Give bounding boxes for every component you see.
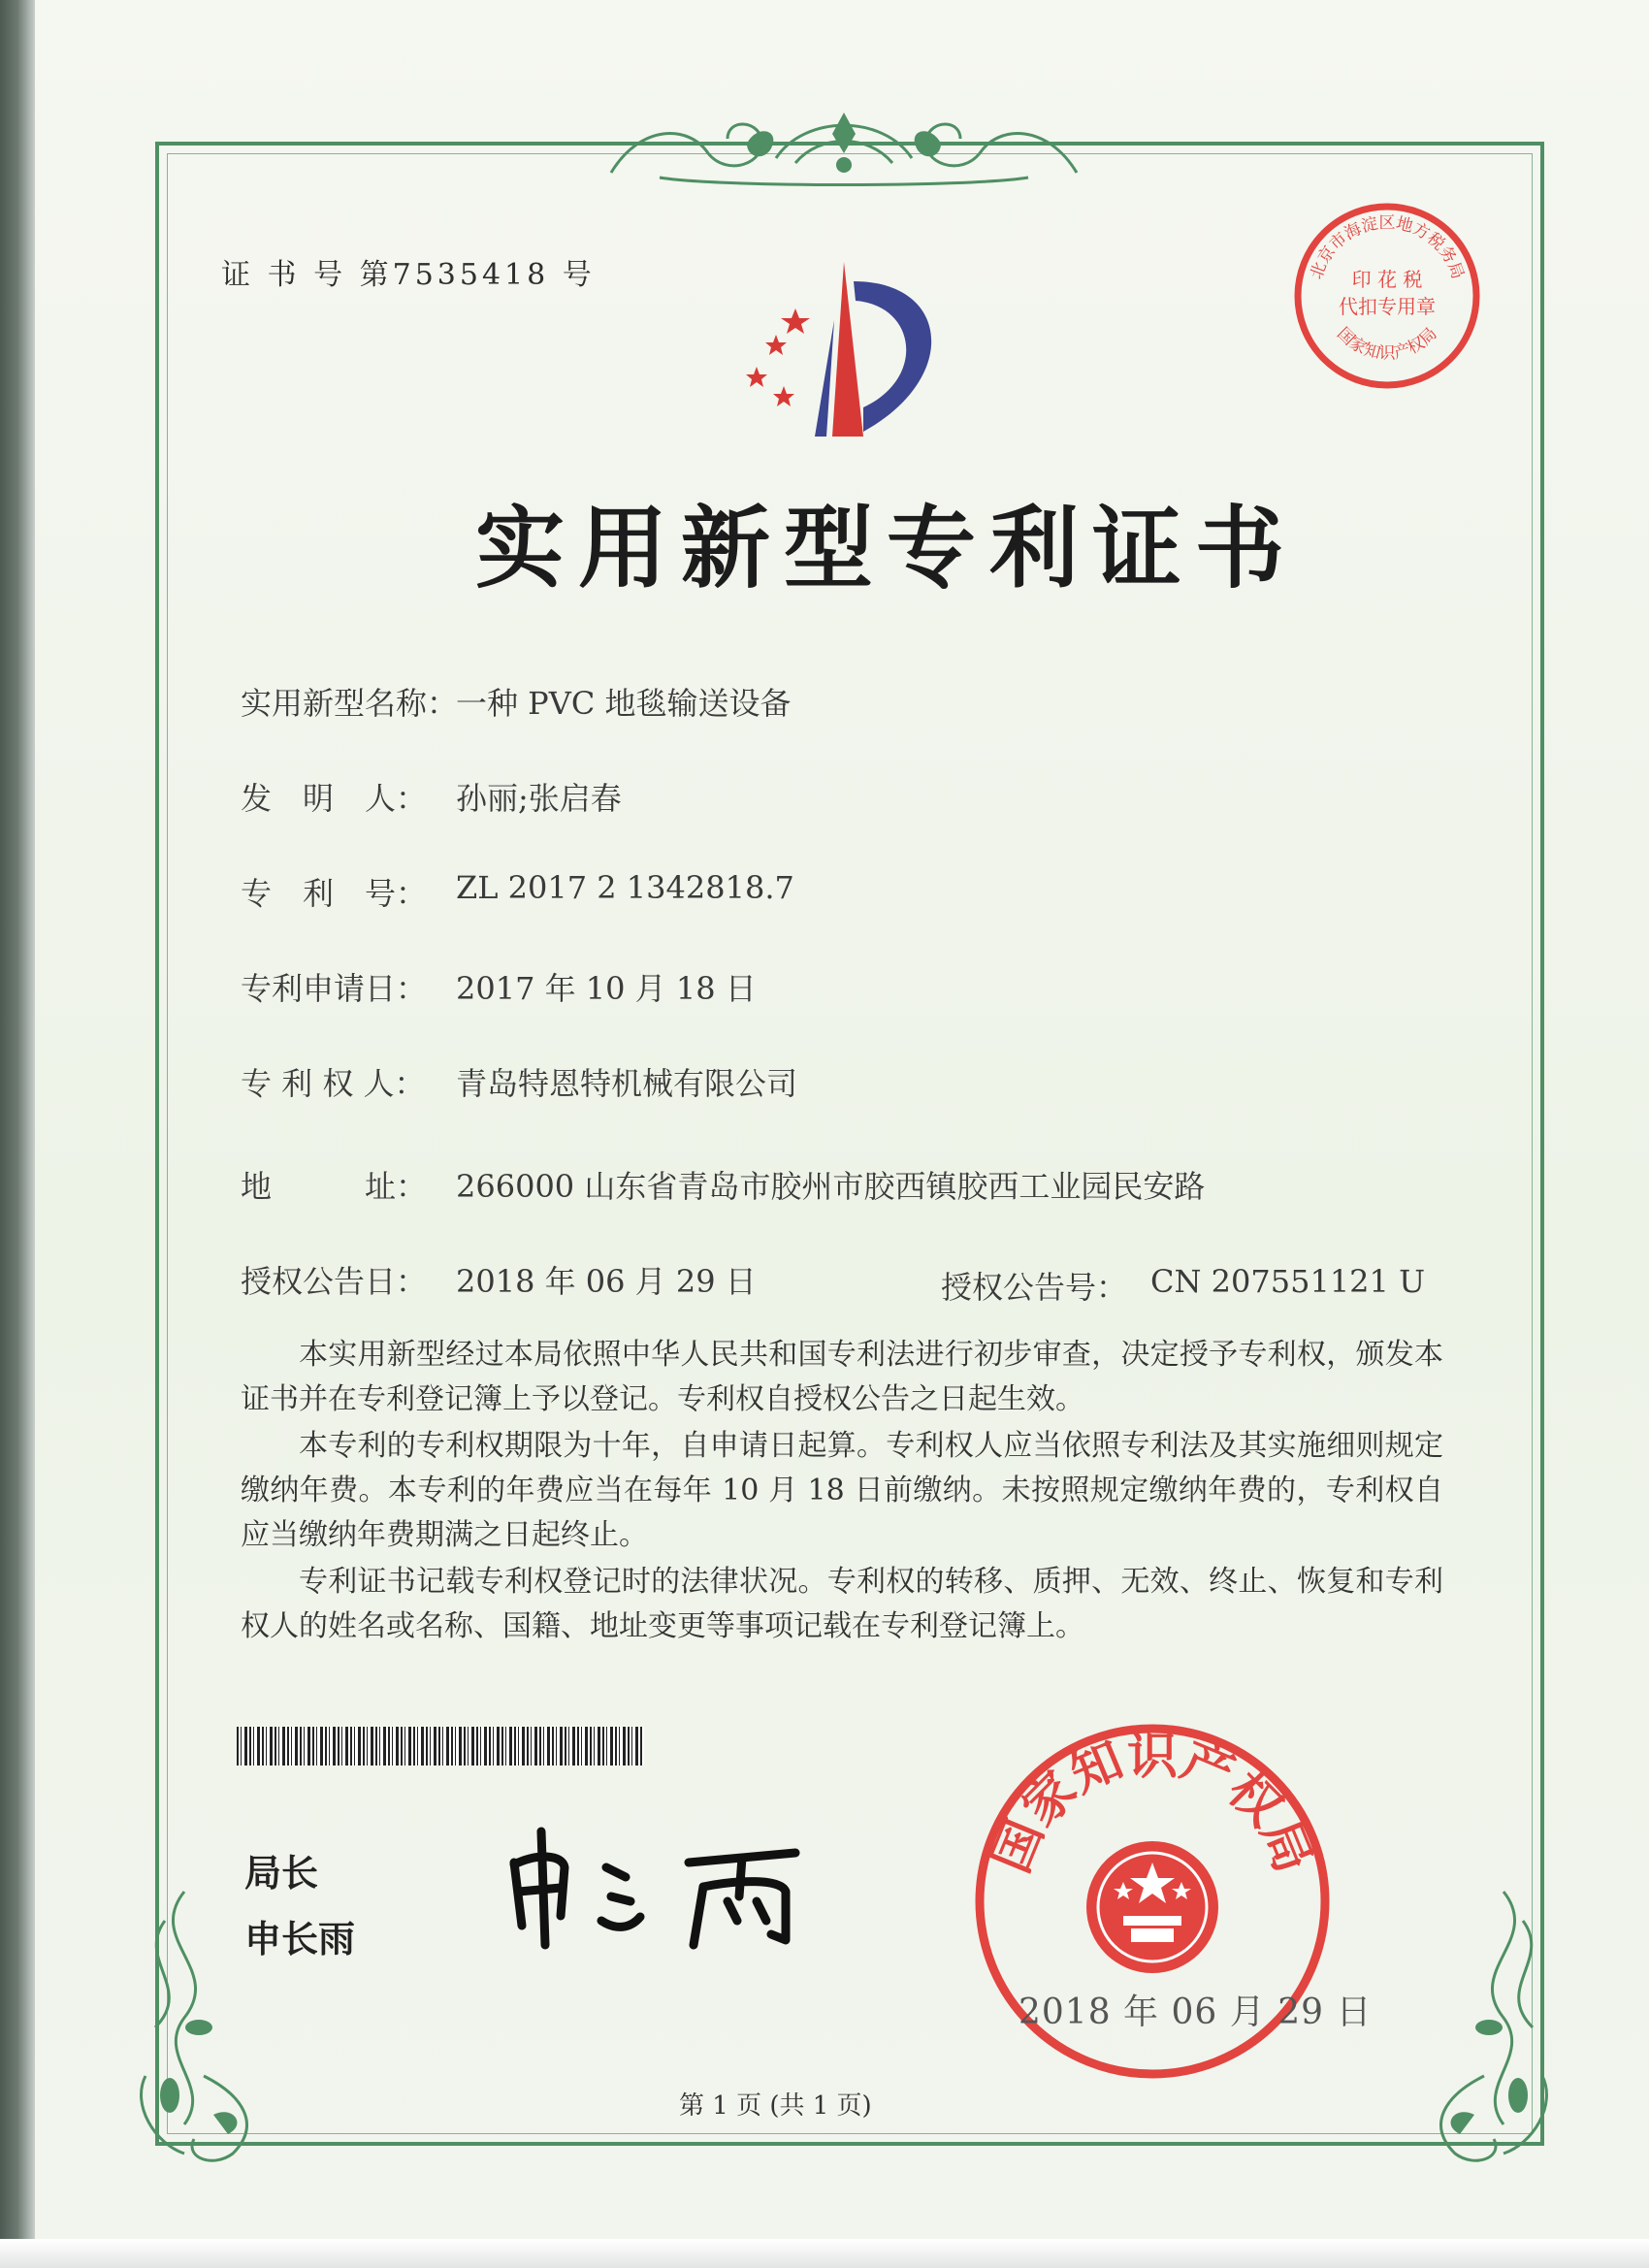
scan-edge-shadow [0, 0, 35, 2268]
address-label: 地 址： [241, 1168, 428, 1205]
paragraph-term: 本专利的专利权期限为十年，自申请日起算。专利权人应当依照专利法及其实施细则规定缴纳年费。本专利的年费应当在每年 10 月 18 日前缴纳。未按照规定缴纳年费的，专利权自应当缴纳年费期满之日起终止。 [241, 1429, 1443, 1552]
utility-model-name-label: 实用新型名称： [241, 685, 459, 722]
svg-text:北京市海淀区地方税务局: 北京市海淀区地方税务局 [1307, 213, 1468, 282]
patentee-label: 专 利 权 人： [241, 1065, 426, 1102]
seal-date: 2018 年 06 月 29 日 [1018, 1993, 1373, 2032]
grant-number-label: 授权公告号： [941, 1269, 1128, 1306]
patent-office-logo-icon [718, 262, 970, 446]
grant-date-value: 2018 年 06 月 29 日 [456, 1263, 757, 1300]
director-name: 申长雨 [244, 1918, 356, 1960]
page-number: 第 1 页 (共 1 页) [679, 2091, 872, 2121]
body-text [241, 1333, 1443, 1649]
scan-bottom-edge [0, 2239, 1649, 2268]
paragraph-grant: 本实用新型经过本局依照中华人民共和国专利法进行初步审查，决定授予专利权，颁发本证书并在专利登记簿上予以登记。专利权自授权公告之日起生效。 [241, 1338, 1443, 1416]
patent-number-value: ZL 2017 2 1342818.7 [456, 869, 794, 906]
address-value: 266000 山东省青岛市胶州市胶西镇胶西工业园民安路 [456, 1168, 1206, 1205]
filing-date-label: 专利申请日： [241, 970, 428, 1007]
tax-stamp [1290, 199, 1484, 393]
patentee-value: 青岛特恩特机械有限公司 [456, 1065, 798, 1102]
barcode [237, 1727, 644, 1766]
paragraph-legal-status: 专利证书记载专利权登记时的法律状况。专利权的转移、质押、无效、终止、恢复和专利权人的姓名或名称、国籍、地址变更等事项记载在专利登记簿上。 [241, 1565, 1443, 1643]
handwritten-signature [495, 1824, 844, 1950]
bottom-right-ornament-icon [1406, 1882, 1562, 2173]
svg-text:代扣专用章: 代扣专用章 [1339, 295, 1436, 318]
svg-text:国家知识产权局: 国家知识产权局 [982, 1727, 1323, 1881]
certificate-number: 证 书 号 第7535418 号 [221, 258, 596, 292]
top-ornament-icon [601, 105, 1086, 192]
filing-date-value: 2017 年 10 月 18 日 [456, 970, 757, 1007]
utility-model-name: 一种 PVC 地毯输送设备 [456, 685, 792, 722]
svg-text:印 花 税: 印 花 税 [1351, 268, 1423, 291]
page-title: 实用新型专利证书 [475, 496, 1299, 600]
inventor-value: 孙丽;张启春 [456, 780, 622, 817]
patent-number-label: 专 利 号： [241, 875, 428, 912]
director-title: 局长 [244, 1852, 319, 1895]
inventor-label: 发 明 人： [241, 780, 428, 817]
grant-date-label: 授权公告日： [241, 1263, 428, 1300]
svg-text:国家知识产权局: 国家知识产权局 [1333, 324, 1441, 364]
grant-number-value: CN 207551121 U [1150, 1263, 1426, 1300]
